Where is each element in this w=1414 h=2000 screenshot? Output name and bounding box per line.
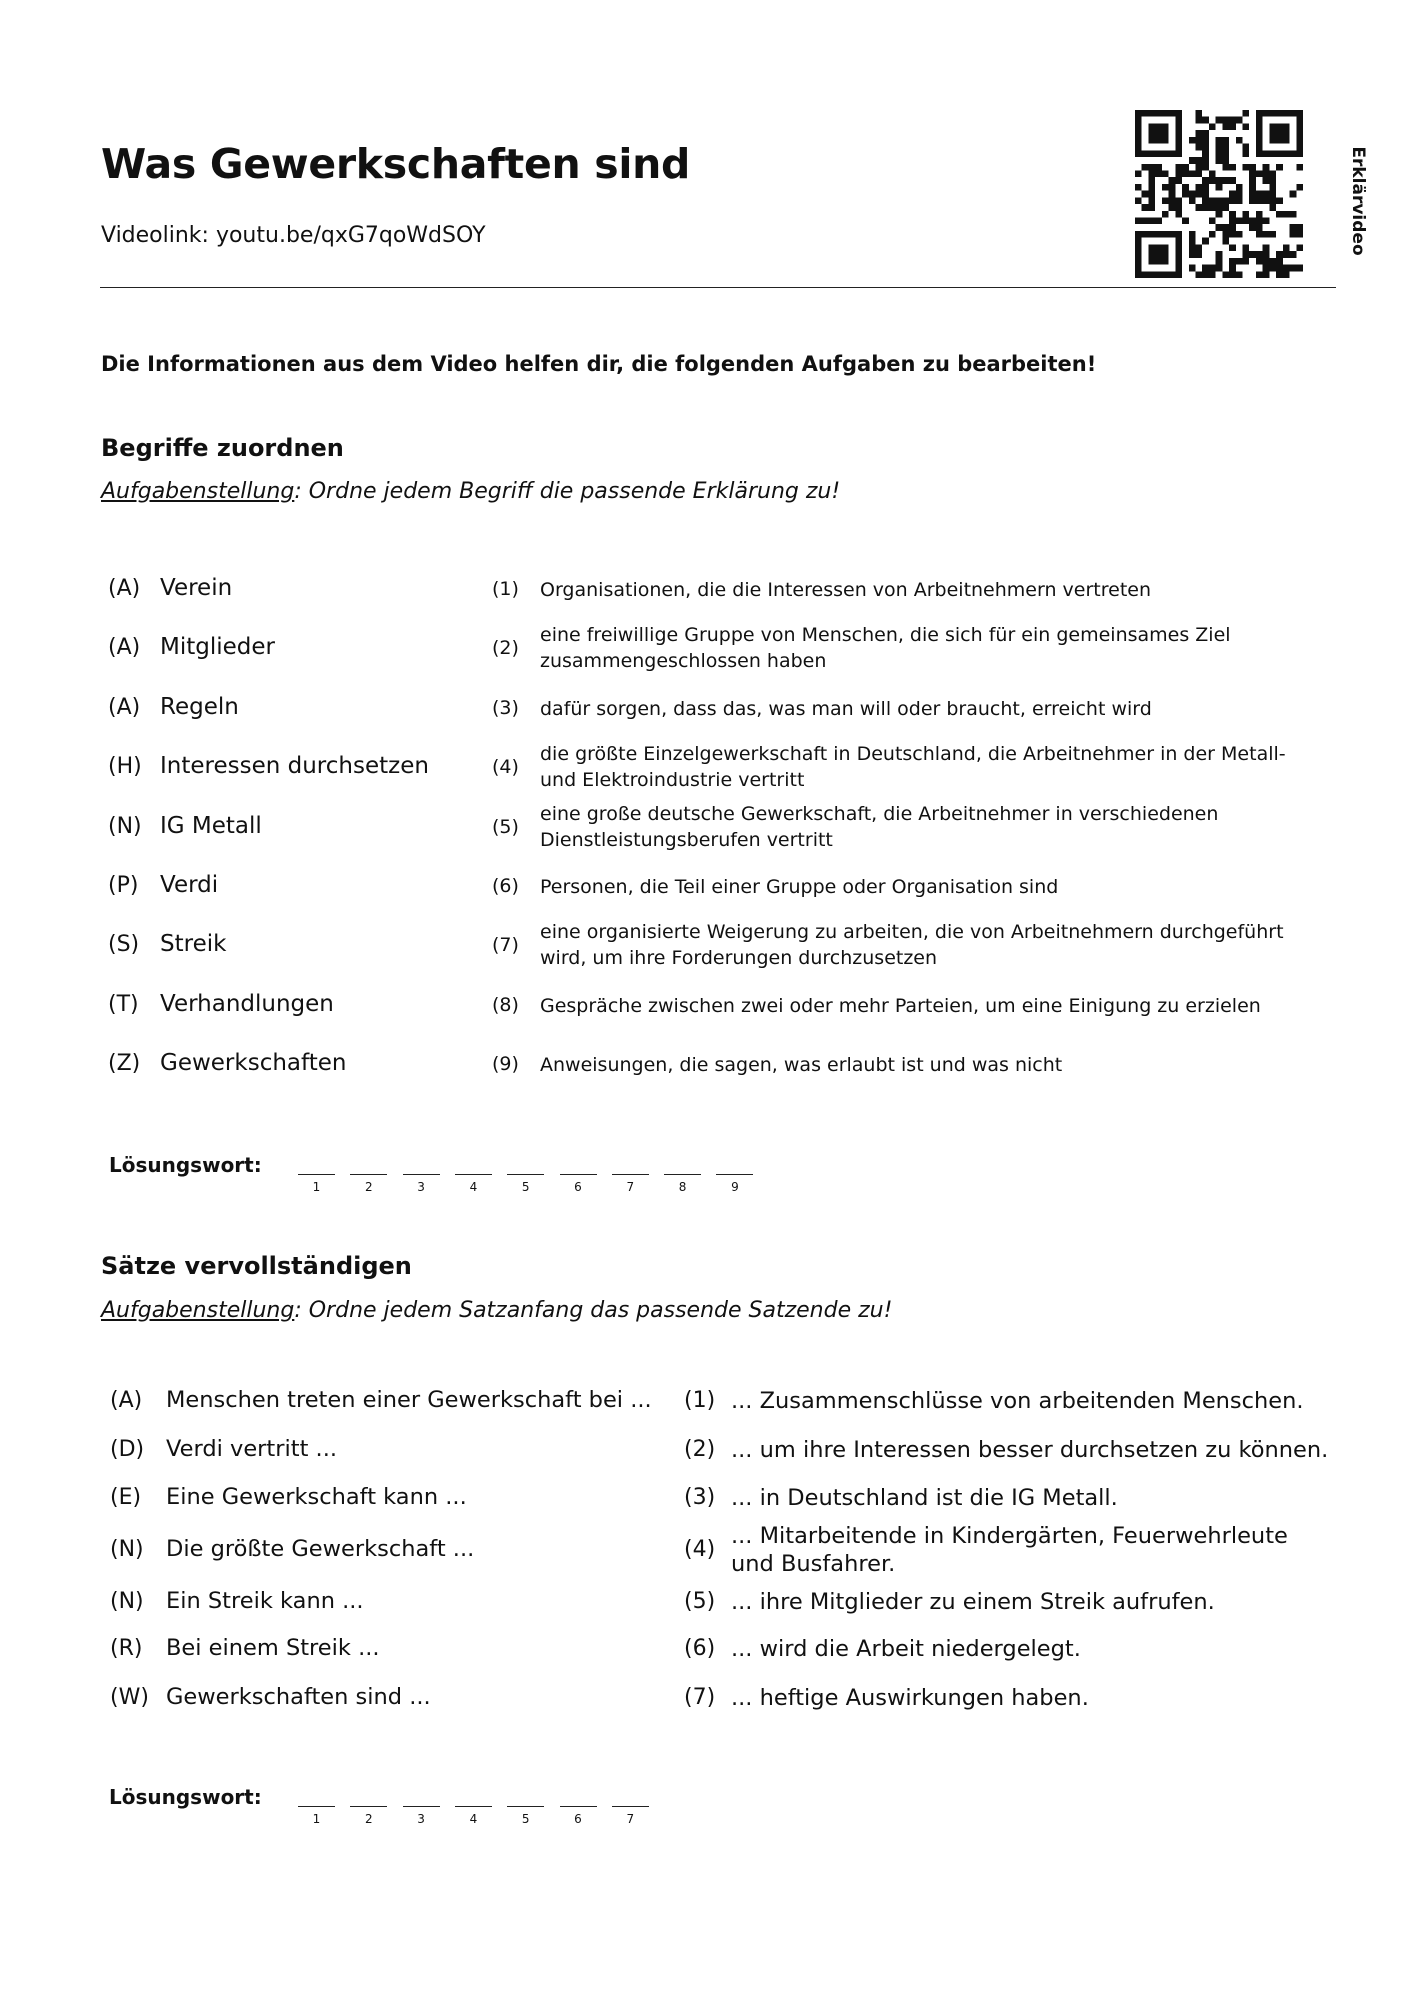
explanation-number: (4) [492, 756, 519, 779]
explanation-text: Personen, die Teil einer Gruppe oder Organisation sind [540, 876, 1059, 898]
explanation-text: eine freiwillige Gruppe von Menschen, die sich für ein gemeinsames Ziel zusammengeschlossen haben [540, 624, 1231, 673]
sentence-letter: (W) [110, 1685, 149, 1710]
solution-blank[interactable] [350, 1174, 387, 1175]
page-title: Was Gewerkschaften sind [101, 140, 691, 188]
term-label: Interessen durchsetzen [160, 753, 429, 780]
section1-title: Begriffe zuordnen [101, 434, 344, 462]
term-letter: (N) [108, 813, 142, 839]
solution-blank-number: 6 [574, 1180, 582, 1194]
solution-blank[interactable] [403, 1806, 440, 1807]
sentence-end-number: (6) [684, 1636, 716, 1661]
term-label: Verhandlungen [160, 990, 334, 1017]
sentence-letter: (N) [110, 1537, 144, 1562]
solution-blank[interactable] [403, 1174, 440, 1175]
sentence-letter: (D) [110, 1437, 145, 1462]
solution-blank[interactable] [716, 1174, 753, 1175]
task-label: Aufgabenstellung [101, 479, 295, 504]
explanation-number: (9) [492, 1053, 519, 1076]
sentence-end-number: (2) [684, 1437, 716, 1462]
solution-blank[interactable] [507, 1174, 544, 1175]
solution-blank-number: 5 [521, 1180, 530, 1194]
sentence-letter: (N) [110, 1589, 144, 1614]
solution-blank[interactable] [612, 1806, 649, 1807]
sentence-end: ... wird die Arbeit niedergelegt. [731, 1636, 1081, 1662]
explanation-number: (1) [492, 578, 519, 600]
sentence-end: ... Zusammenschlüsse von arbeitenden Menschen. [731, 1388, 1304, 1414]
term-letter: (Z) [108, 1051, 141, 1077]
term-letter: (P) [108, 873, 139, 898]
section1-task [101, 479, 840, 504]
solution-blank-number: 9 [731, 1180, 739, 1194]
task-colon: : [294, 479, 302, 504]
task-text: Ordne jedem Satzanfang das passende Satzende zu! [301, 1298, 893, 1323]
explanation-text: Organisationen, die die Interessen von Arbeitnehmern vertreten [540, 579, 1152, 601]
explanation-number: (7) [492, 934, 519, 957]
solution-blank[interactable] [507, 1806, 544, 1807]
sentence-end-number: (7) [684, 1685, 716, 1710]
sentence-letter: (A) [110, 1388, 143, 1413]
sentence-end: ... um ihre Interessen besser durchsetzen zu können. [731, 1437, 1329, 1463]
term-letter: (A) [108, 635, 141, 661]
sentence-start: Ein Streik kann ... [166, 1588, 364, 1614]
solution-blank-number: 5 [521, 1812, 530, 1826]
qr-code-icon [1135, 110, 1303, 278]
term-letter: (H) [108, 754, 142, 780]
intro-text: Die Informationen aus dem Video helfen dir, die folgenden Aufgaben zu bearbeiten! [101, 352, 1097, 376]
explanation-number: (2) [492, 637, 519, 660]
term-label: Verein [160, 575, 233, 601]
section2-task [101, 1298, 892, 1323]
sentence-start: Verdi vertritt ... [166, 1436, 338, 1462]
term-letter: (A) [108, 576, 141, 601]
solution-blank[interactable] [455, 1806, 492, 1807]
term-letter: (A) [108, 694, 141, 720]
solution-blank-number: 2 [364, 1180, 373, 1194]
explanation-number: (8) [492, 993, 519, 1016]
solution-blank-number: 4 [469, 1812, 478, 1826]
term-label: Verdi [160, 872, 219, 898]
term-label: IG Metall [160, 812, 262, 839]
task-label: Aufgabenstellung [101, 1298, 295, 1323]
solution-blank[interactable] [612, 1174, 649, 1175]
sentence-end-number: (5) [684, 1589, 716, 1614]
sentence-end: ... Mitarbeitende in Kindergärten, Feuerwehrleute und Busfahrer. [731, 1523, 1288, 1577]
solution-label-2: Lösungswort: [109, 1785, 262, 1809]
solution-blank-number: 7 [626, 1180, 635, 1194]
solution-blank-number: 3 [417, 1180, 425, 1194]
section2-title: Sätze vervollständigen [101, 1252, 412, 1280]
solution-blank-number: 4 [469, 1180, 478, 1194]
task-text: Ordne jedem Begriff die passende Erklärung zu! [301, 479, 841, 504]
term-letter: (S) [108, 932, 140, 958]
qr-label: Erklärvideo [1348, 146, 1368, 256]
term-letter: (T) [108, 991, 139, 1017]
solution-blank-number: 3 [417, 1812, 425, 1826]
sentence-end-number: (3) [684, 1485, 716, 1510]
task-colon: : [294, 1298, 302, 1323]
explanation-number: (3) [492, 696, 519, 719]
sentence-start: Gewerkschaften sind ... [166, 1684, 431, 1710]
sentence-letter: (E) [110, 1485, 142, 1510]
solution-blank-number: 1 [312, 1180, 321, 1194]
sentence-end: ... in Deutschland ist die IG Metall. [731, 1485, 1118, 1511]
solution-blank-number: 1 [312, 1812, 321, 1826]
explanation-text: Gespräche zwischen zwei oder mehr Parteien, um eine Einigung zu erzielen [540, 994, 1261, 1017]
explanation-text: die größte Einzelgewerkschaft in Deutschland, die Arbeitnehmer in der Metall- und Elektroindustrie vertritt [540, 743, 1286, 792]
solution-blank[interactable] [560, 1174, 597, 1175]
sentence-end-number: (4) [684, 1537, 716, 1562]
term-label: Streik [160, 931, 227, 958]
sentence-start: Eine Gewerkschaft kann ... [166, 1484, 467, 1510]
video-link[interactable]: Videolink: youtu.be/qxG7qoWdSOY [101, 223, 486, 248]
solution-blank[interactable] [560, 1806, 597, 1807]
solution-blank[interactable] [350, 1806, 387, 1807]
solution-blank[interactable] [455, 1174, 492, 1175]
sentence-start: Bei einem Streik ... [166, 1635, 380, 1661]
sentence-end: ... heftige Auswirkungen haben. [731, 1685, 1089, 1711]
solution-blank-number: 7 [626, 1812, 635, 1826]
solution-blank-number: 8 [678, 1180, 687, 1194]
solution-blank-number: 6 [574, 1812, 582, 1826]
explanation-text: Anweisungen, die sagen, was erlaubt ist und was nicht [540, 1054, 1063, 1077]
sentence-letter: (R) [110, 1636, 143, 1661]
term-label: Regeln [160, 693, 239, 720]
sentence-start: Die größte Gewerkschaft ... [166, 1536, 475, 1562]
solution-blank[interactable] [298, 1174, 335, 1175]
solution-label-1: Lösungswort: [109, 1153, 262, 1177]
sentence-end: ... ihre Mitglieder zu einem Streik aufrufen. [731, 1589, 1215, 1615]
sentence-end-number: (1) [684, 1388, 716, 1413]
sentence-start: Menschen treten einer Gewerkschaft bei ... [166, 1387, 652, 1413]
solution-blank[interactable] [664, 1174, 701, 1175]
term-label: Mitglieder [160, 634, 275, 661]
term-label: Gewerkschaften [160, 1050, 347, 1077]
explanation-text: dafür sorgen, dass das, was man will oder braucht, erreicht wird [540, 697, 1152, 720]
solution-blank-number: 2 [364, 1812, 373, 1826]
header-divider [100, 287, 1336, 288]
explanation-text: eine große deutsche Gewerkschaft, die Arbeitnehmer in verschiedenen Dienstleistungsberufen vertritt [540, 802, 1219, 851]
explanation-text: eine organisierte Weigerung zu arbeiten, die von Arbeitnehmern durchgeführt wird, um ihre Forderungen durchzusetzen [540, 921, 1284, 970]
solution-blank[interactable] [298, 1806, 335, 1807]
explanation-number: (6) [492, 875, 519, 897]
explanation-number: (5) [492, 815, 519, 838]
